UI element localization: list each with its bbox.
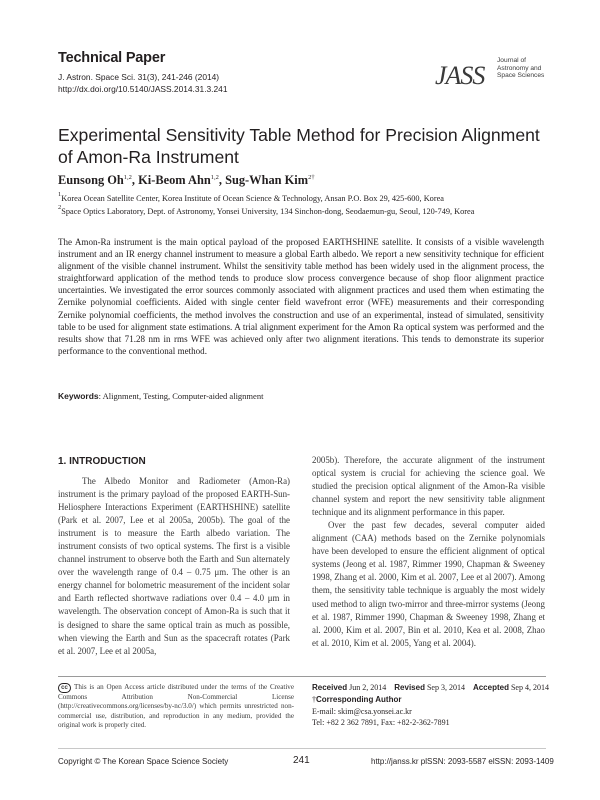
affiliation: $^2$Space Optics Laboratory, Dept. of Astronomy, Yonsei University, 134 Sinchon-dong, Seodaemun-gu, Seoul, 120-749, Korea	[58, 204, 475, 216]
divider	[58, 748, 546, 749]
publication-dates: Received Jun 2, 2014 Revised Sep 3, 2014 Accepted Sep 4, 2014	[312, 683, 549, 692]
logo-mark: JASS	[435, 61, 485, 90]
body-column-right	[312, 454, 545, 650]
keywords: Keywords: Alignment, Testing, Computer-aided alignment	[58, 391, 264, 401]
paragraph: The Albedo Monitor and Radiometer (Amon-Ra) instrument is the primary payload of the proposed EARTH-Sun-Heliosphere Interactions Experiment (EARTHSHINE) satellite (Park et al. 2007, Lee et al 2005a, 2005b). The goal of the instrument is to measure the Earth albedo variation. The instrument consists of two optical systems. The first is a visible channel instrument to observe both the Earth and Sun alternately over the wavelength range of 0.4 – 0.75 μm. The other is an energy channel for bolometric measurement of the incident solar and Earth reflected shortwave radiations over 0.4 – 4.0 μm in wavelength. The observation concept of Amon-Ra is such that it is designed to share the same optical train as much as possible, when viewing the Earth and Sun as the spacecraft rotates (Park et al. 2007, Lee et al 2005a,	[58, 476, 290, 656]
journal-logo	[435, 55, 547, 97]
divider	[58, 676, 546, 677]
author-name: Ki-Beom Ahn	[138, 173, 211, 187]
abstract: The Amon-Ra instrument is the main optical payload of the proposed EARTHSHINE satellite. It consists of a visible wavelength instrument and an IR energy channel instrument to measure a global Earth albedo. We report a new sensitivity technique for efficient alignment of the visible channel instrument. Whilst the sensitivity table method has been widely used in the alignment process, the straightforward application of the method tends to produce slow process convergence because of shop floor alignment practice uncertainties. We investigated the error sources commonly associated with alignment practices and used them when estimating the Zernike polynomial coefficients. Aided with single center field wavefront error (WFE) measurements and their corresponding Zernike polynomial coefficients, the method involves the construction and use of an experimental, instead of simulated, sensitivity table to be used for alignment state estimations. A trial alignment experiment for the Amon Ra optical system was performed and the results show that 71.28 nm in rms WFE was achieved only after two alignment iterations. This tends to demonstrate its superior performance to the conventional method.	[58, 237, 544, 356]
journal-url[interactable]: http://janss.kr plSSN: 2093-5587 elSSN: 2093-1409	[371, 757, 554, 766]
paragraph: 2005b). Therefore, the accurate alignment of the instrument optical system is crucial for achieving the science goal. We studied the precision optical alignment of the Amon-Ra visible channel system and report the new sensitivity table alignment technique and its alignment performance in this paper.	[312, 455, 545, 518]
paper-type: Technical Paper	[58, 50, 166, 66]
section-heading: 1. INTRODUCTION	[58, 456, 146, 467]
body-column-left	[58, 475, 290, 658]
page-number: 241	[293, 755, 310, 766]
corresponding-author: †Corresponding Author	[312, 695, 402, 704]
paragraph: Over the past few decades, several computer aided alignment (CAA) methods based on the Zernike polynomials have been developed to ensure the efficient alignment of optical systems (Jeong et al. 1987, Rimmer 1990, Chapman & Sweeney 1998, Zhang et al. 2000, Kim et al. 2007, Lee et al 2007). Among them, the sensitivity table technique is arguably the most widely used method to align two-mirror and three-mirror systems (Jeong et al. 1987, Rimmer 1990, Chapman & Sweeney 1998, Zhang et al. 2000, Kim et al. 2007, Bin et al. 2010, Kea et al. 2008, Zhao et al. 2010, Kim et al. 2005, Yang et al. 2004).	[312, 520, 545, 648]
open-access-notice: cc This is an Open Access article distributed under the terms of the Creative Commons Attribution Non-Commercial License (http://creativecommons.org/licenses/by-nc/3.0/) which permits unrestricted non-commercial use, distribution, and reproduction in any medium, provided the original work is properly cited.	[58, 683, 294, 730]
copyright: Copyright © The Korean Space Science Society	[58, 757, 229, 766]
logo-subtitle: Journal of Astronomy and Space Sciences	[497, 57, 545, 80]
journal-citation: J. Astron. Space Sci. 31(3), 241-246 (2014)	[58, 72, 220, 82]
creative-commons-icon: cc	[58, 683, 71, 693]
author-name: Sug-Whan Kim	[225, 173, 309, 187]
author-name: Eunsong Oh	[58, 173, 124, 187]
paper-title: Experimental Sensitivity Table Method for Precision Alignment of Amon-Ra Instrument	[58, 125, 540, 167]
author-list: Eunsong Oh$^{1,2}$, Ki-Beom Ahn$^{1,2}$, Sug-Whan Kim$^{2\dagger}$	[58, 173, 315, 187]
affiliation: $^1$Korea Ocean Satellite Center, Korea Institute of Ocean Science & Technology, Ansan P.O. Box 29, 425-600, Korea	[58, 191, 444, 203]
doi-link[interactable]: http://dx.doi.org/10.5140/JASS.2014.31.3.241	[58, 84, 228, 94]
author-email[interactable]: E-mail: skim@csa.yonsei.ac.kr	[312, 707, 412, 716]
author-phone: Tel: +82 2 362 7891, Fax: +82-2-362-7891	[312, 718, 450, 727]
